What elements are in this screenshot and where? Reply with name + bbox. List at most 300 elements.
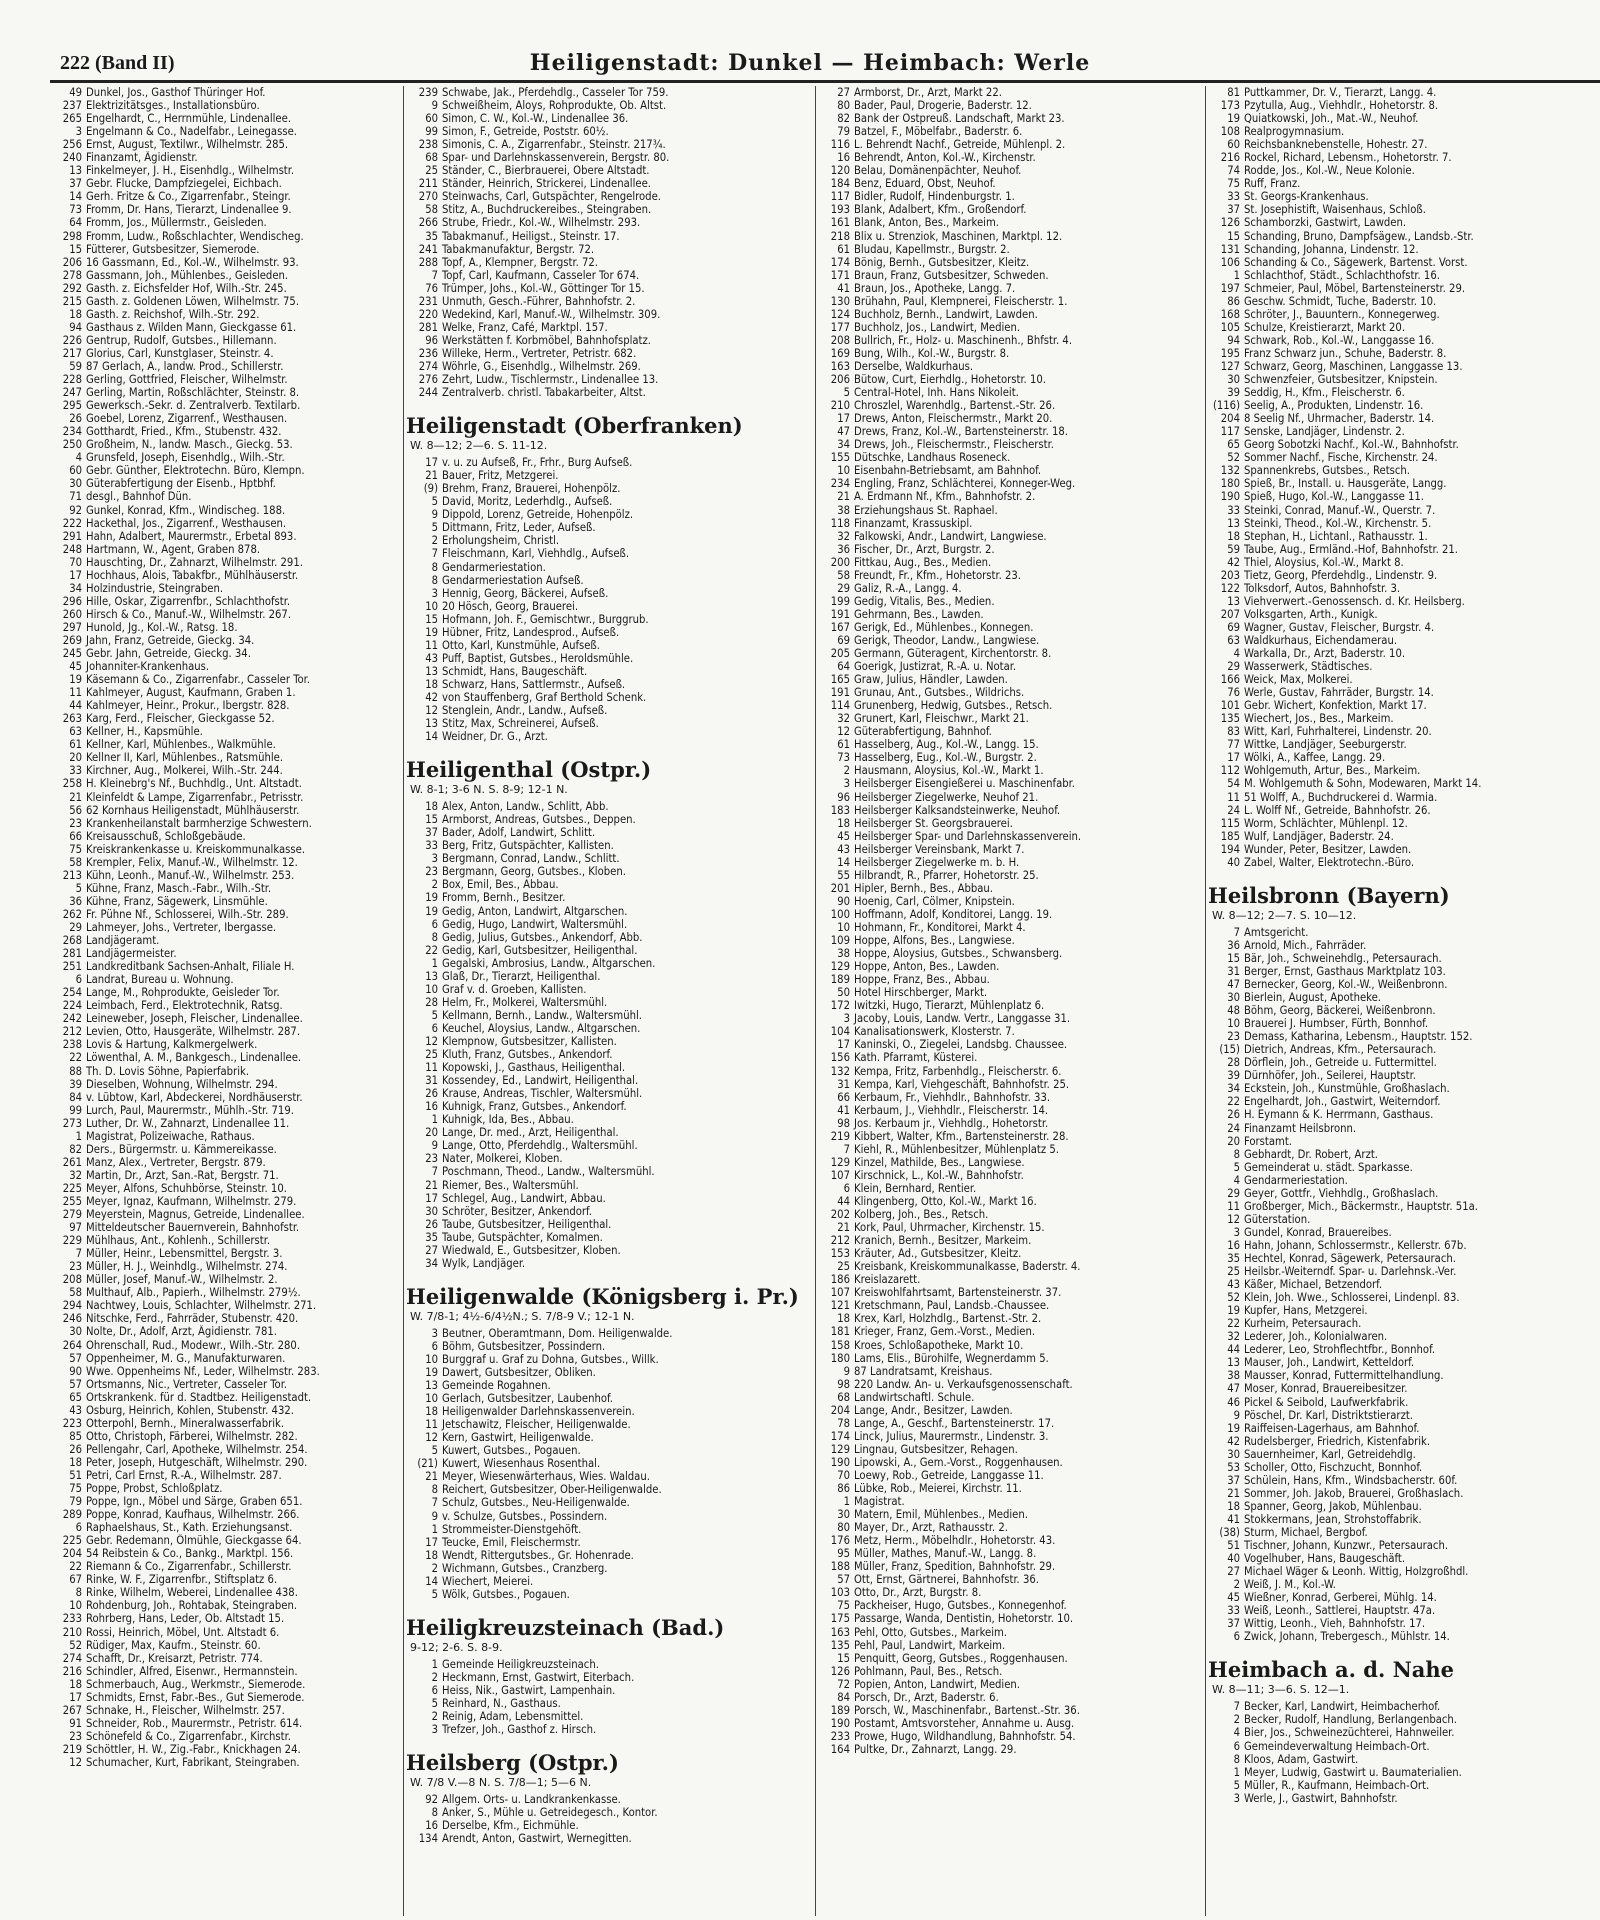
phone-number: 174 [830, 255, 850, 269]
directory-entry [1208, 1552, 1600, 1565]
phone-number: 47 [1227, 1382, 1240, 1396]
directory-entry [50, 1012, 402, 1025]
directory-entry [406, 826, 814, 839]
directory-entry [50, 99, 402, 112]
phone-number: 108 [1220, 125, 1240, 139]
directory-entry [50, 608, 402, 621]
directory-entry [406, 547, 814, 560]
phone-number: 234 [830, 477, 850, 491]
phone-number: 7 [843, 1142, 850, 1156]
directory-entry [818, 647, 1204, 660]
directory-entry [818, 738, 1204, 751]
phone-number: 30 [1227, 1447, 1240, 1461]
phone-number: 17 [425, 1535, 438, 1549]
subscriber-text: Levien, Otto, Hausgeräte, Wilhelmstr. 287. [86, 1025, 301, 1039]
phone-number: 78 [837, 1416, 850, 1430]
subscriber-text: Schafft, Dr., Kreisarzt, Petristr. 774. [86, 1651, 263, 1665]
subscriber-text: Weick, Max, Molkerei. [1244, 673, 1353, 687]
phone-number: 1 [431, 1522, 438, 1536]
subscriber-text: Kranich, Bernh., Besitzer, Markeim. [854, 1234, 1032, 1248]
office-hours: W. 7/8-1; 4½-6/4½N.; S. 7/8-9 V.; 12-1 N. [410, 1309, 635, 1323]
phone-number: 58 [837, 568, 850, 582]
subscriber-text: Schlachthof, Städt., Schlachthofstr. 16. [1244, 268, 1440, 282]
subscriber-text: Rinke, Wilhelm, Weberei, Lindenallee 438. [86, 1586, 298, 1600]
subscriber-text: Engelhardt, Joh., Gastwirt, Weiterndorf. [1244, 1095, 1441, 1109]
subscriber-text: Georg Sobotzki Nachf., Kol.-W., Bahnhofstr. [1244, 438, 1459, 452]
directory-entry [1208, 1792, 1600, 1805]
subscriber-text: Poppe, Konrad, Kaufhaus, Wilhelmstr. 266. [86, 1508, 300, 1522]
subscriber-text: Kuhnigk, Franz, Gutsbes., Ankendorf. [442, 1100, 627, 1114]
phone-number: 190 [1220, 490, 1240, 504]
subscriber-text: Becker, Rudolf, Handlung, Berlangenbach. [1244, 1713, 1457, 1727]
directory-entry [1208, 804, 1600, 817]
directory-entry [406, 1832, 814, 1845]
subscriber-text: Zabel, Walter, Elektrotechn.-Büro. [1244, 855, 1415, 869]
subscriber-text: desgl., Bahnhof Dün. [86, 490, 192, 504]
phone-number: 35 [425, 1230, 438, 1244]
directory-entry [818, 1247, 1204, 1260]
subscriber-text: Kopowski, J., Gasthaus, Heiligenthal. [442, 1061, 626, 1075]
phone-number: 5 [843, 386, 850, 400]
subscriber-text: Müller, Mathes, Manuf.-W., Langg. 8. [854, 1547, 1037, 1561]
subscriber-text: Kreisbank, Kreiskommunalkasse, Baderstr. 4. [854, 1260, 1081, 1274]
phone-number: 39 [1227, 1069, 1240, 1083]
subscriber-text: Heilsberger Spar- und Darlehnskassenverein. [854, 829, 1082, 843]
subscriber-text: Schwarz, Hans, Sattlermstr., Aufseß. [442, 677, 626, 691]
directory-entry [1208, 373, 1600, 386]
phone-number: 103 [830, 1586, 850, 1600]
phone-number: 245 [62, 647, 82, 661]
phone-number: 168 [1220, 307, 1240, 321]
phone-number: 92 [425, 1793, 438, 1807]
directory-entry [818, 1195, 1204, 1208]
directory-entry [1208, 621, 1600, 634]
directory-entry [818, 1365, 1204, 1378]
directory-entry [1208, 386, 1600, 399]
directory-entry [50, 764, 402, 777]
subscriber-text: Hoffmann, Adolf, Konditorei, Langg. 19. [854, 907, 1053, 921]
subscriber-text: Werle, Gustav, Fahrräder, Burgstr. 14. [1244, 686, 1434, 700]
subscriber-text: Hechtel, Konrad, Sägewerk, Petersaurach. [1244, 1251, 1456, 1265]
subscriber-text: Helm, Fr., Molkerei, Waltersmühl. [442, 995, 608, 1009]
subscriber-text: Puff, Baptist, Gutsbes., Heroldsmühle. [442, 651, 634, 665]
phone-number: 6 [1233, 1739, 1240, 1753]
phone-number: 238 [418, 138, 438, 152]
phone-number: 213 [62, 868, 82, 882]
directory-entry [818, 856, 1204, 869]
directory-entry [50, 1325, 402, 1338]
phone-number: 17 [837, 1038, 850, 1052]
phone-number: 229 [62, 1234, 82, 1248]
subscriber-text: Rohrberg, Hans, Leder, Ob. Altstadt 15. [86, 1612, 285, 1626]
directory-entry [50, 1665, 402, 1678]
phone-number: 208 [62, 1273, 82, 1287]
subscriber-text: Keuchel, Aloysius, Landw., Altgarschen. [442, 1021, 641, 1035]
directory-entry [1208, 556, 1600, 569]
directory-entry [406, 1022, 814, 1035]
directory-entry [50, 869, 402, 882]
subscriber-text: Topf, A., Klempner, Bergstr. 72. [442, 255, 598, 269]
subscriber-text: Hofmann, Joh. F., Gemischtwr., Burggrub. [442, 612, 649, 626]
directory-entry [1208, 86, 1600, 99]
subscriber-text: Raiffeisen-Lagerhaus, am Bahnhof. [1244, 1421, 1420, 1435]
subscriber-text: Weidner, Dr. G., Arzt. [442, 730, 548, 744]
directory-entry [406, 878, 814, 891]
phone-number: 69 [1227, 620, 1240, 634]
phone-number: 97 [69, 1221, 82, 1235]
phone-number: 16 [837, 151, 850, 165]
directory-entry [406, 125, 814, 138]
directory-entry [1208, 282, 1600, 295]
phone-number: 18 [425, 1548, 438, 1562]
subscriber-text: Willeke, Herm., Vertreter, Petristr. 682. [442, 346, 637, 360]
directory-entry [1208, 1030, 1600, 1043]
phone-number: 278 [62, 268, 82, 282]
subscriber-text: Kuhnigk, Ida, Bes., Abbau. [442, 1113, 574, 1127]
directory-entry [50, 1195, 402, 1208]
directory-entry [818, 1417, 1204, 1430]
town-name: Heiligenthal (Ostpr.) [406, 757, 652, 783]
subscriber-text: Ott, Ernst, Gärtnerei, Bahnhofstr. 36. [854, 1573, 1039, 1587]
directory-entry [1208, 530, 1600, 543]
subscriber-text: Hotel Hirschberger, Markt. [854, 986, 988, 1000]
directory-entry [406, 983, 814, 996]
phone-number: 130 [830, 294, 850, 308]
directory-entry [1208, 347, 1600, 360]
directory-entry [818, 477, 1204, 490]
directory-entry [818, 751, 1204, 764]
phone-number: 19 [425, 625, 438, 639]
subscriber-text: Postamt, Amtsvorsteher, Annahme u. Ausg. [854, 1716, 1075, 1730]
phone-number: 40 [1227, 1552, 1240, 1566]
directory-entry [50, 243, 402, 256]
subscriber-text: Moser, Konrad, Brauereibesitzer. [1244, 1382, 1408, 1396]
phone-number: 9 [431, 508, 438, 522]
directory-entry [406, 164, 814, 177]
phone-number: 13 [425, 969, 438, 983]
directory-entry [50, 647, 402, 660]
directory-entry [818, 882, 1204, 895]
subscriber-text: Eckstein, Joh., Kunstmühle, Großhaslach. [1244, 1082, 1450, 1096]
subscriber-text: Kurheim, Petersaurach. [1244, 1317, 1362, 1331]
directory-entry [818, 1130, 1204, 1143]
subscriber-text: Hahn, Johann, Schlossermstr., Kellerstr. 67b. [1244, 1238, 1467, 1252]
directory-entry [1208, 1591, 1600, 1604]
phone-number: 18 [1227, 1499, 1240, 1513]
subscriber-text: Zehrt, Ludw., Tischlermstr., Lindenallee 13. [442, 373, 659, 387]
directory-entry [50, 947, 402, 960]
phone-number: 7 [431, 268, 438, 282]
directory-entry [1208, 1278, 1600, 1291]
subscriber-text: Blix u. Strenziok, Maschinen, Marktpl. 12. [854, 229, 1063, 243]
directory-entry [818, 712, 1204, 725]
directory-entry [818, 634, 1204, 647]
subscriber-text: Schulze, Kreistierarzt, Markt 20. [1244, 320, 1406, 334]
directory-entry [406, 1684, 814, 1697]
subscriber-text: Stitz, Max, Schreinerei, Aufseß. [442, 717, 599, 731]
subscriber-text: Hunold, Jg., Kol.-W., Ratsg. 18. [86, 620, 238, 634]
phone-number: 76 [425, 281, 438, 295]
directory-entry [818, 308, 1204, 321]
subscriber-text: Behrendt, Anton, Kol.-W., Kirchenstr. [854, 151, 1036, 165]
phone-number: 73 [69, 203, 82, 217]
office-hours: W. 8—11; 3—6. S. 12—1. [1212, 1683, 1350, 1697]
directory-entry [818, 1665, 1204, 1678]
directory-entry [50, 1586, 402, 1599]
directory-entry [1208, 1461, 1600, 1474]
subscriber-text: Sommer, Joh. Jakob, Brauerei, Großhaslach. [1244, 1486, 1464, 1500]
phone-number: 10 [69, 1599, 82, 1613]
phone-number: 58 [425, 203, 438, 217]
directory-entry [818, 1038, 1204, 1051]
directory-entry [406, 704, 814, 717]
subscriber-text: Kolberg, Joh., Bes., Retsch. [854, 1208, 989, 1222]
directory-entry [1208, 1779, 1600, 1792]
subscriber-text: Geschw. Schmidt, Tuche, Baderstr. 10. [1244, 294, 1437, 308]
phone-number: 75 [69, 1482, 82, 1496]
phone-number: 4 [1233, 1173, 1240, 1187]
directory-entry [406, 957, 814, 970]
phone-number: 23 [1227, 1030, 1240, 1044]
phone-number: 7 [1233, 925, 1240, 939]
phone-number: 31 [425, 1074, 438, 1088]
phone-number: 7 [1233, 1700, 1240, 1714]
phone-number: 90 [837, 894, 850, 908]
subscriber-text: Galiz, R.-A., Langg. 4. [854, 581, 962, 595]
directory-entry [406, 495, 814, 508]
phone-number: (116) [1212, 399, 1240, 413]
phone-number: 8 [431, 560, 438, 574]
directory-entry [50, 1704, 402, 1717]
phone-number: 246 [62, 1312, 82, 1326]
town-heading-heiligenthal [406, 757, 814, 796]
directory-entry [818, 569, 1204, 582]
phone-number: 47 [1227, 978, 1240, 991]
directory-entry [818, 517, 1204, 530]
directory-entry [1208, 856, 1600, 869]
directory-entry [406, 86, 814, 99]
directory-entry [818, 791, 1204, 804]
directory-entry [406, 1697, 814, 1710]
directory-entry [1208, 582, 1600, 595]
directory-entry [1208, 360, 1600, 373]
directory-entry [1208, 1343, 1600, 1356]
directory-entry [406, 243, 814, 256]
subscriber-text: Wittig, Leonh., Vieh, Bahnhofstr. 17. [1244, 1617, 1426, 1631]
directory-entry [1208, 1187, 1600, 1200]
phone-number: 41 [837, 1103, 850, 1117]
subscriber-text: Müller, Franz, Spedition, Bahnhofstr. 29. [854, 1560, 1056, 1574]
phone-number: 51 [1227, 1539, 1240, 1553]
directory-entry [818, 295, 1204, 308]
phone-number: 43 [69, 1403, 82, 1417]
subscriber-text: Lurch, Paul, Maurermstr., Mühlh.-Str. 719. [86, 1103, 294, 1117]
directory-entry [1208, 1526, 1600, 1539]
subscriber-text: Jacoby, Louis, Landw. Vertr., Langgasse 31. [854, 1012, 1071, 1026]
phone-number: 51 [69, 1468, 82, 1482]
subscriber-text: Lange, Andr., Besitzer, Lawden. [854, 1403, 1013, 1417]
phone-number: 10 [837, 464, 850, 478]
directory-entry [1208, 1369, 1600, 1382]
phone-number: 53 [1227, 1460, 1240, 1474]
subscriber-text: Heilsbr.-Weiterndf. Spar- u. Darlehnsk.-Ver. [1244, 1265, 1457, 1279]
directory-entry [50, 1143, 402, 1156]
directory-entry [50, 295, 402, 308]
columns [50, 86, 1600, 1916]
phone-number: 65 [1227, 438, 1240, 452]
directory-entry [406, 1009, 814, 1022]
directory-entry [406, 1392, 814, 1405]
phone-number: 107 [830, 1168, 850, 1182]
phone-number: 61 [837, 738, 850, 752]
subscriber-text: Pickel & Seibold, Laufwerkfabrik. [1244, 1395, 1409, 1409]
subscriber-text: Dieselben, Wohnung, Wilhelmstr. 294. [86, 1077, 278, 1091]
directory-entry [406, 482, 814, 495]
phone-number: 190 [830, 1455, 850, 1469]
subscriber-text: Graf v. d. Groeben, Kallisten. [442, 982, 587, 996]
phone-number: 5 [431, 521, 438, 535]
subscriber-text: Thiel, Aloysius, Kol.-W., Markt 8. [1244, 555, 1404, 569]
subscriber-text: Ständer, Heinrich, Strickerei, Lindenallee. [442, 177, 651, 191]
phone-number: 263 [62, 712, 82, 726]
directory-entry [1208, 817, 1600, 830]
subscriber-text: Kahlmeyer, August, Kaufmann, Graben 1. [86, 686, 296, 700]
subscriber-text: Gedig, Hugo, Landwirt, Waltersmühl. [442, 917, 628, 931]
phone-number: 5 [431, 1008, 438, 1022]
directory-entry [50, 1312, 402, 1325]
phone-number: 189 [830, 973, 850, 987]
town-heading-heiligenwalde [406, 1284, 814, 1323]
directory-entry [818, 934, 1204, 947]
subscriber-text: Hübner, Fritz, Landesprod., Aufseß. [442, 625, 620, 639]
subscriber-text: Schumacher, Kurt, Fabrikant, Steingraben. [86, 1756, 300, 1769]
directory-entry [50, 1182, 402, 1195]
directory-entry [1208, 1304, 1600, 1317]
phone-number: 248 [62, 542, 82, 556]
directory-entry [406, 1588, 814, 1601]
phone-number: 2 [431, 534, 438, 548]
subscriber-text: David, Moritz, Lederhdlg., Aufseß. [442, 495, 613, 509]
phone-number: 8 [431, 1806, 438, 1820]
subscriber-text: Kern, Gastwirt, Heiligenwalde. [442, 1431, 594, 1445]
entry-list [406, 86, 814, 399]
phone-number: 16 [1227, 1238, 1240, 1252]
subscriber-text: Brauerei J. Humbser, Fürth, Bonnhof. [1244, 1017, 1429, 1031]
directory-entry [50, 1430, 402, 1443]
subscriber-text: Dawert, Gutsbesitzer, Obliken. [442, 1365, 596, 1379]
directory-entry [818, 86, 1204, 99]
directory-entry [50, 1091, 402, 1104]
phone-number: 46 [1227, 1395, 1240, 1409]
directory-entry [818, 1612, 1204, 1625]
directory-entry [50, 712, 402, 725]
phone-number: 91 [69, 1716, 82, 1730]
directory-entry [406, 1257, 814, 1270]
directory-entry [818, 1717, 1204, 1730]
subscriber-text: Otto, Dr., Arzt, Burgstr. 8. [854, 1586, 982, 1600]
subscriber-text: Brühahn, Paul, Klempnerei, Fleischerstr. 1. [854, 294, 1068, 308]
phone-number: 5 [431, 1444, 438, 1458]
subscriber-text: Schwarz, Georg, Maschinen, Langgasse 13. [1244, 359, 1463, 373]
phone-number: 167 [830, 620, 850, 634]
phone-number: 166 [1220, 673, 1240, 687]
phone-number: 45 [1227, 1591, 1240, 1605]
directory-entry [818, 686, 1204, 699]
directory-entry [1208, 1069, 1600, 1082]
phone-number: 2 [431, 1670, 438, 1684]
phone-number: 15 [837, 1651, 850, 1665]
subscriber-text: Pzytulla, Aug., Viehhdlr., Hohetorstr. 8. [1244, 99, 1439, 113]
subscriber-text: Schindler, Alfred, Eisenwr., Hermannstein. [86, 1664, 298, 1678]
directory-entry [818, 1378, 1204, 1391]
phone-number: 6 [75, 973, 82, 987]
phone-number: 5 [75, 881, 82, 895]
subscriber-text: Heilsberger Eisengießerei u. Maschinenfabr. [854, 777, 1075, 791]
subscriber-text: Bullrich, Fr., Holz- u. Maschinenh., Bhfstr. 4. [854, 333, 1073, 347]
subscriber-text: Fütterer, Gutsbesitzer, Siemerode. [86, 242, 260, 256]
phone-number: 8 [1233, 1752, 1240, 1766]
subscriber-text: Dittmann, Fritz, Leder, Aufseß. [442, 521, 596, 535]
subscriber-text: Kirchner, Aug., Molkerei, Wilh.-Str. 244. [86, 764, 283, 778]
phone-number: 21 [837, 490, 850, 504]
phone-number: 60 [425, 112, 438, 126]
subscriber-text: Wendt, Rittergutsbes., Gr. Hohenrade. [442, 1548, 634, 1562]
phone-number: 117 [1220, 425, 1240, 439]
phone-number: 21 [425, 1178, 438, 1192]
phone-number: 135 [830, 1638, 850, 1652]
directory-entry [818, 373, 1204, 386]
subscriber-text: 62 Kornhaus Heiligenstadt, Mühlhäuserstr. [86, 803, 300, 817]
directory-entry [818, 843, 1204, 856]
directory-entry [406, 730, 814, 743]
directory-entry [50, 190, 402, 203]
phone-number: 57 [69, 1351, 82, 1365]
phone-number: 2 [1233, 1578, 1240, 1592]
subscriber-text: Kühne, Franz, Masch.-Fabr., Wilh.-Str. [86, 881, 272, 895]
directory-entry [406, 469, 814, 482]
office-hours: W. 7/8 V.—8 N. S. 7/8—1; 5—6 N. [410, 1776, 592, 1790]
phone-number: 26 [69, 1442, 82, 1456]
directory-entry [1208, 1422, 1600, 1435]
directory-entry [50, 438, 402, 451]
directory-entry [50, 660, 402, 673]
directory-entry [406, 308, 814, 321]
phone-number: 94 [69, 320, 82, 334]
subscriber-text: Schwabe, Jak., Pferdehdlg., Casseler Tor 759. [442, 86, 669, 99]
directory-entry [1208, 1713, 1600, 1726]
phone-number: 8 [431, 1483, 438, 1497]
directory-entry [1208, 1043, 1600, 1056]
directory-entry [50, 895, 402, 908]
subscriber-text: Gotthardt, Fried., Kfm., Stubenstr. 432. [86, 425, 282, 439]
directory-entry [50, 347, 402, 360]
directory-entry [50, 1404, 402, 1417]
subscriber-text: Tietz, Georg, Pferdehdlg., Lindenstr. 9. [1244, 568, 1438, 582]
subscriber-text: Schmerbauch, Aug., Werkmstr., Siemerode. [86, 1677, 306, 1691]
entry-list [406, 1793, 814, 1845]
subscriber-text: Brehm, Franz, Brauerei, Hohenpölz. [442, 482, 621, 496]
phone-number: 15 [1227, 951, 1240, 965]
subscriber-text: Werle, J., Gastwirt, Bahnhofstr. [1244, 1791, 1398, 1805]
phone-number: 15 [1227, 229, 1240, 243]
phone-number: 1 [843, 1495, 850, 1509]
subscriber-text: Steinki, Theod., Kol.-W., Kirchenstr. 5. [1244, 516, 1432, 530]
subscriber-text: Otto, Christoph, Färberei, Wilhelmstr. 282. [86, 1429, 298, 1443]
phone-number: 88 [69, 1064, 82, 1078]
directory-entry [818, 1704, 1204, 1717]
directory-entry [406, 865, 814, 878]
entry-list [1208, 1700, 1600, 1804]
